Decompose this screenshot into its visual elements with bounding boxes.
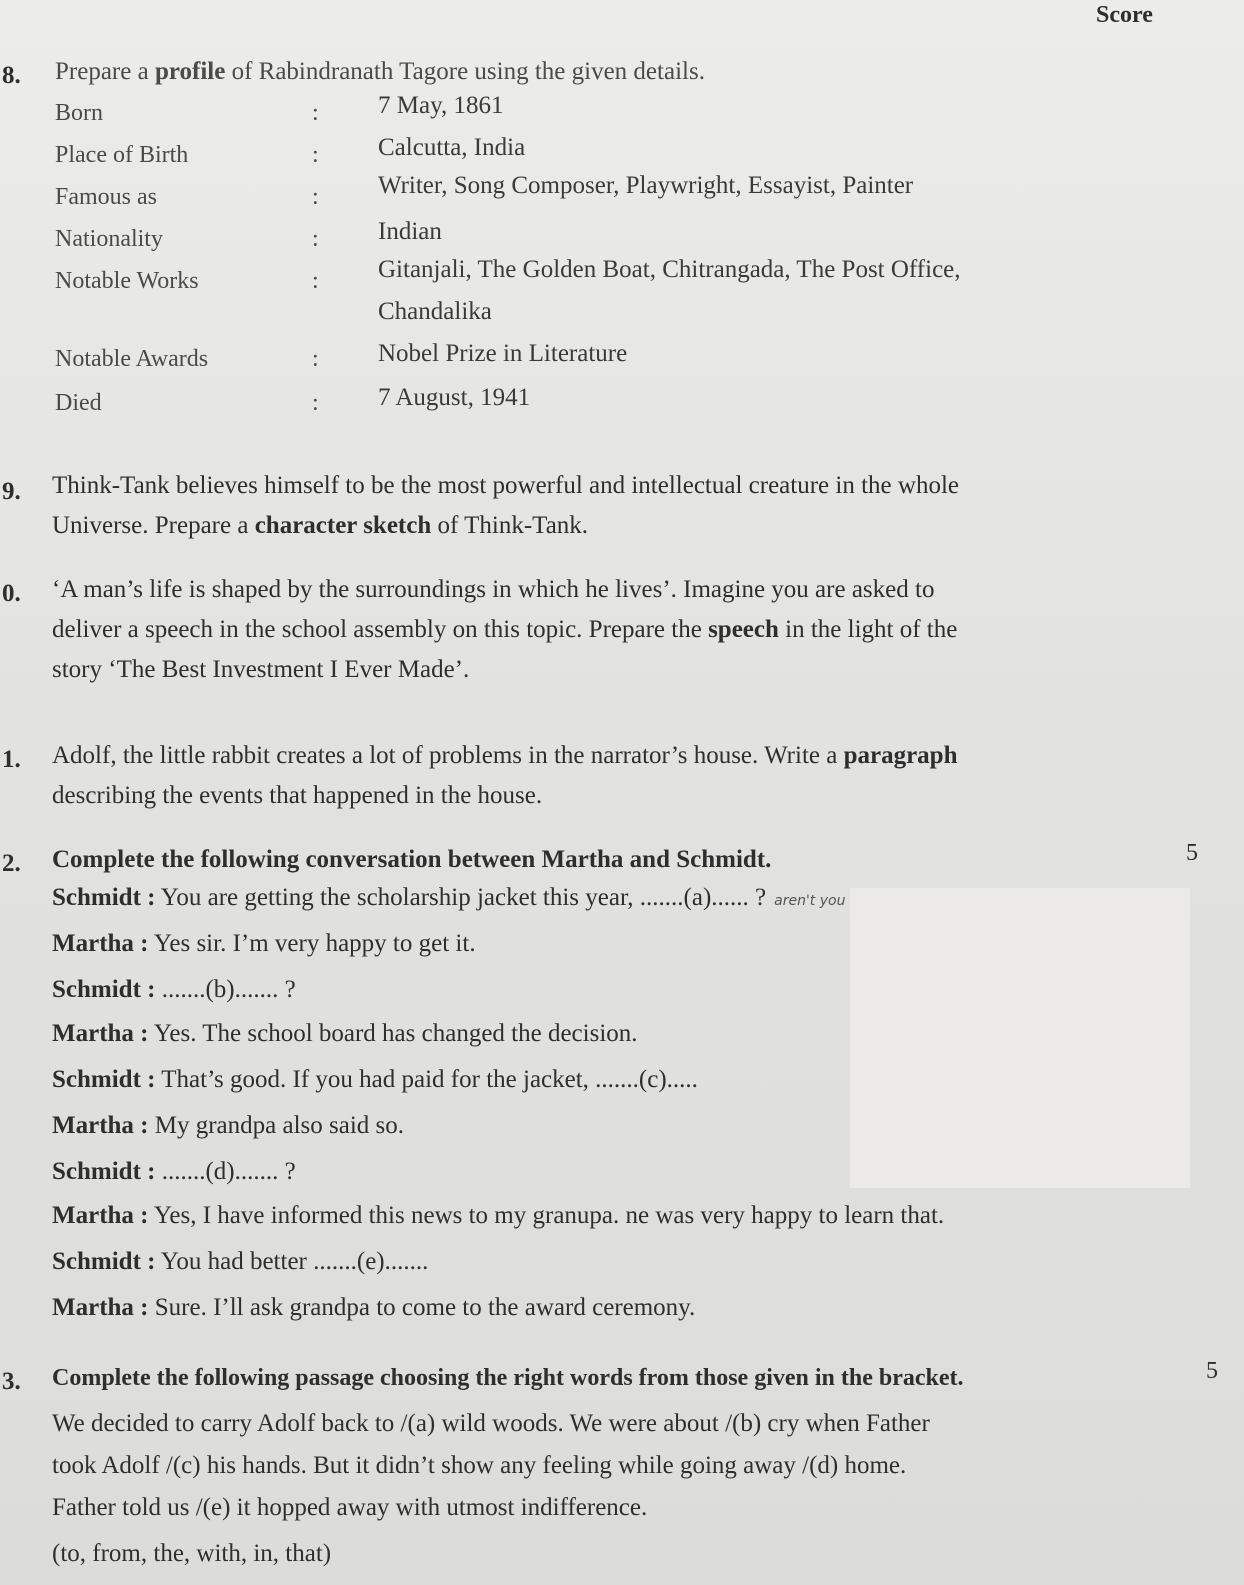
- line-text: You had better .......(e).......: [155, 1248, 429, 1275]
- line-text: You are getting the scholarship jacket this year, .......(a)...... ?: [155, 884, 767, 911]
- profile-colon: :: [312, 390, 319, 416]
- q13-marks: 5: [1206, 1358, 1218, 1384]
- speaker: Martha :: [52, 1112, 149, 1139]
- speaker: Schmidt :: [52, 1248, 156, 1275]
- profile-colon: :: [312, 346, 319, 372]
- q11-line1-a: Adolf, the little rabbit creates a lot of problems in the narrator’s house. Write a: [52, 742, 844, 769]
- score-header: Score: [1096, 2, 1153, 28]
- line-text: That’s good. If you had paid for the jacket, .......(c).....: [155, 1066, 698, 1093]
- speaker: Schmidt :: [52, 976, 156, 1003]
- q8-prompt-bold: profile: [154, 58, 226, 85]
- line-text: Yes. The school board has changed the decision.: [148, 1020, 638, 1047]
- profile-value-famous: Writer, Song Composer, Playwright, Essayist, Painter: [378, 172, 914, 199]
- q9-number: 9.: [2, 478, 21, 505]
- conv-line-4: [52, 1020, 638, 1048]
- profile-label-famous: Famous as: [55, 184, 157, 210]
- profile-label-died: Died: [55, 390, 102, 416]
- line-text: Yes, I have informed this news to my granupa. ne was very happy to learn that.: [148, 1202, 945, 1229]
- profile-value-born: 7 May, 1861: [378, 92, 504, 119]
- profile-colon: :: [312, 226, 319, 252]
- q10-line3: story ‘The Best Investment I Ever Made’.: [52, 656, 470, 683]
- q11-line1: [52, 736, 957, 776]
- conv-line-3: [52, 976, 296, 1004]
- profile-label-birthplace: Place of Birth: [55, 142, 189, 168]
- q13-line1: We decided to carry Adolf back to /(a) wild woods. We were about /(b) cry when Father: [52, 1410, 930, 1437]
- profile-colon: :: [312, 268, 319, 294]
- speaker: Martha :: [52, 1020, 149, 1047]
- q13-options: (to, from, the, with, in, that): [52, 1540, 332, 1567]
- q9-line1: Think-Tank believes himself to be the most powerful and intellectual creature in the whole: [52, 472, 959, 499]
- speaker: Martha :: [52, 1202, 149, 1229]
- conv-line-8: [52, 1202, 944, 1230]
- conv-line-1: [52, 884, 845, 912]
- q10-line2-b: in the light of the: [778, 616, 958, 643]
- q9-line2-bold: character sketch: [254, 512, 432, 539]
- profile-colon: :: [312, 142, 319, 168]
- q9-line2: [52, 506, 588, 546]
- speaker: Schmidt :: [52, 1066, 156, 1093]
- q12-marks: 5: [1186, 840, 1198, 866]
- q10-line2-bold: speech: [708, 616, 779, 643]
- q13-title: Complete the following passage choosing the right words from those given in the bracket.: [52, 1365, 964, 1391]
- profile-value-awards: Nobel Prize in Literature: [378, 340, 628, 367]
- speaker: Martha :: [52, 1294, 149, 1321]
- conv-line-7: [52, 1158, 296, 1186]
- profile-label-born: Born: [55, 100, 103, 126]
- speaker: Schmidt :: [52, 1158, 156, 1185]
- q13-number: 3.: [2, 1368, 21, 1395]
- profile-label-works: Notable Works: [55, 268, 199, 294]
- handwritten-note: aren't you: [774, 893, 846, 909]
- profile-value-works-cont: Chandalika: [378, 298, 492, 325]
- q11-number: 1.: [2, 746, 21, 773]
- q8-prompt-a: Prepare a: [55, 58, 155, 85]
- line-text: .......(d)....... ?: [155, 1158, 296, 1185]
- q10-line1: ‘A man’s life is shaped by the surroundings in which he lives’. Imagine you are asked to: [52, 576, 935, 603]
- profile-value-birthplace: Calcutta, India: [378, 134, 526, 161]
- line-text: Sure. I’ll ask grandpa to come to the award ceremony.: [148, 1294, 696, 1321]
- profile-label-nationality: Nationality: [55, 226, 163, 252]
- q9-line2-a: Universe. Prepare a: [52, 512, 255, 539]
- q13-line3: Father told us /(e) it hopped away with utmost indifference.: [52, 1494, 648, 1521]
- line-text: My grandpa also said so.: [148, 1112, 405, 1139]
- profile-value-died: 7 August, 1941: [378, 384, 531, 411]
- q10-line2: [52, 610, 957, 650]
- profile-colon: :: [312, 184, 319, 210]
- profile-colon: :: [312, 100, 319, 126]
- conv-line-2: [52, 930, 476, 958]
- q8-number: 8.: [2, 62, 21, 89]
- line-text: .......(b)....... ?: [155, 976, 296, 1003]
- profile-label-awards: Notable Awards: [55, 346, 209, 372]
- q8-prompt: [55, 52, 705, 92]
- q10-line2-a: deliver a speech in the school assembly on this topic. Prepare the: [52, 616, 709, 643]
- profile-value-works: Gitanjali, The Golden Boat, Chitrangada, The Post Office,: [378, 256, 961, 283]
- conv-line-9: [52, 1248, 428, 1276]
- profile-value-nationality: Indian: [378, 218, 442, 245]
- q12-title: Complete the following conversation between Martha and Schmidt.: [52, 846, 772, 873]
- line-text: Yes sir. I’m very happy to get it.: [148, 930, 476, 957]
- q12-number: 2.: [2, 850, 21, 877]
- q11-line2: describing the events that happened in the house.: [52, 782, 543, 809]
- speaker: Martha :: [52, 930, 149, 957]
- q11-line1-bold: paragraph: [843, 742, 958, 769]
- conv-line-5: [52, 1066, 698, 1094]
- q10-number: 0.: [2, 580, 21, 607]
- conv-line-10: [52, 1294, 695, 1322]
- redacted-area: [850, 888, 1190, 1188]
- q13-line2: took Adolf /(c) his hands. But it didn’t show any feeling while going away /(d) home.: [52, 1452, 907, 1479]
- speaker: Schmidt :: [52, 884, 156, 911]
- q8-prompt-b: of Rabindranath Tagore using the given details.: [225, 58, 705, 85]
- conv-line-6: [52, 1112, 404, 1140]
- q9-line2-b: of Think-Tank.: [431, 512, 589, 539]
